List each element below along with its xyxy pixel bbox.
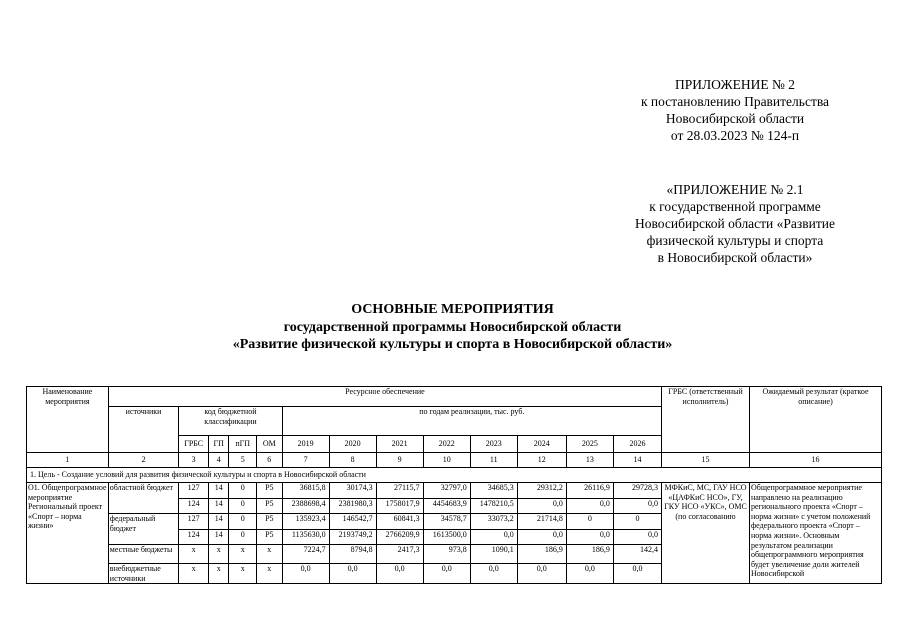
value-cell: 0,0	[613, 564, 661, 584]
executor-cell: МФКиС, МС, ГАУ НСО «ЦАФКиС НСО», ГУ, ГКУ НСО «УКС», ОМС (по согласованию	[662, 483, 750, 584]
code-cell: 14	[208, 483, 228, 499]
value-cell: 973,8	[423, 545, 470, 564]
appendix-header	[590, 76, 880, 144]
appendix-line: в Новосибирской области»	[657, 250, 813, 265]
value-cell: 60841,3	[376, 514, 423, 530]
value-cell: 0,0	[470, 529, 517, 545]
column-number: 15	[662, 453, 750, 468]
header-sources: источники	[108, 407, 179, 453]
header-code-gp: ГП	[208, 436, 228, 453]
value-cell: 30174,3	[329, 483, 376, 499]
value-cell: 33073,2	[470, 514, 517, 530]
value-cell: 29728,3	[613, 483, 661, 499]
value-cell: 1135630,0	[282, 529, 329, 545]
appendix-line: к постановлению Правительства	[640, 94, 830, 109]
header-code-grbs: ГРБС	[179, 436, 209, 453]
code-cell: Р5	[257, 498, 283, 514]
code-cell: х	[179, 564, 209, 584]
value-cell: 186,9	[566, 545, 613, 564]
value-cell: 2193749,2	[329, 529, 376, 545]
value-cell: 0,0	[329, 564, 376, 584]
value-cell: 1478210,5	[470, 498, 517, 514]
table-row	[27, 483, 882, 499]
document-title	[0, 301, 905, 354]
code-cell: 127	[179, 483, 209, 499]
value-cell: 1090,1	[470, 545, 517, 564]
value-cell: 0,0	[517, 529, 566, 545]
value-cell: 0,0	[376, 564, 423, 584]
value-cell: 186,9	[517, 545, 566, 564]
header-year: 2020	[329, 436, 376, 453]
column-number: 11	[470, 453, 517, 468]
code-cell: 124	[179, 498, 209, 514]
source-cell: федеральный бюджет	[108, 514, 179, 545]
header-code-om: ОМ	[257, 436, 283, 453]
code-cell: х	[257, 564, 283, 584]
appendix-line: к государственной программе	[649, 199, 821, 214]
value-cell: 0,0	[282, 564, 329, 584]
event-name: О1. Общепрограммное мероприятие Региональный проект «Спорт – норма жизни»	[27, 483, 109, 584]
header-budget-code: код бюджетной классификации	[179, 407, 282, 436]
value-cell: 26116,9	[566, 483, 613, 499]
value-cell: 0	[566, 514, 613, 530]
column-number: 8	[329, 453, 376, 468]
appendix-line: Новосибирской области	[665, 111, 805, 126]
column-number: 13	[566, 453, 613, 468]
code-cell: х	[229, 545, 257, 564]
code-cell: 124	[179, 529, 209, 545]
appendix-line: физической культуры и спорта	[646, 233, 824, 248]
header-year: 2019	[282, 436, 329, 453]
value-cell: 0,0	[517, 498, 566, 514]
column-number: 9	[376, 453, 423, 468]
column-number: 16	[749, 453, 881, 468]
value-cell: 34578,7	[423, 514, 470, 530]
appendix-line: ПРИЛОЖЕНИЕ № 2	[674, 77, 796, 92]
value-cell: 8794,8	[329, 545, 376, 564]
column-number: 2	[108, 453, 179, 468]
code-cell: х	[257, 545, 283, 564]
header-result: Ожидаемый результат (краткое описание)	[749, 387, 881, 453]
column-number: 5	[229, 453, 257, 468]
value-cell: 1613500,0	[423, 529, 470, 545]
code-cell: 127	[179, 514, 209, 530]
program-appendix-header	[590, 181, 880, 266]
code-cell: х	[229, 564, 257, 584]
header-event-name: Наименование мероприятия	[27, 387, 109, 453]
value-cell: 135923,4	[282, 514, 329, 530]
column-number-row	[27, 453, 882, 468]
column-number: 10	[423, 453, 470, 468]
value-cell: 0,0	[613, 498, 661, 514]
value-cell: 0	[613, 514, 661, 530]
value-cell: 2381980,3	[329, 498, 376, 514]
code-cell: х	[179, 545, 209, 564]
header-year: 2025	[566, 436, 613, 453]
code-cell: Р5	[257, 529, 283, 545]
value-cell: 0,0	[423, 564, 470, 584]
header-row	[27, 387, 882, 407]
value-cell: 32797,0	[423, 483, 470, 499]
value-cell: 2766209,9	[376, 529, 423, 545]
header-by-years: по годам реализации, тыс. руб.	[282, 407, 661, 436]
value-cell: 36815,8	[282, 483, 329, 499]
column-number: 1	[27, 453, 109, 468]
events-table	[26, 386, 882, 584]
value-cell: 0,0	[517, 564, 566, 584]
value-cell: 1758017,9	[376, 498, 423, 514]
code-cell: 14	[208, 514, 228, 530]
header-year: 2023	[470, 436, 517, 453]
title-line: «Развитие физической культуры и спорта в Новосибирской области»	[232, 337, 673, 352]
column-number: 6	[257, 453, 283, 468]
source-cell: внебюджетные источники	[108, 564, 179, 584]
value-cell: 2388698,4	[282, 498, 329, 514]
code-cell: 0	[229, 483, 257, 499]
source-cell: местные бюджеты	[108, 545, 179, 564]
appendix-line: «ПРИЛОЖЕНИЕ № 2.1	[666, 182, 804, 197]
header-year: 2024	[517, 436, 566, 453]
value-cell: 0,0	[613, 529, 661, 545]
code-cell: 0	[229, 529, 257, 545]
code-cell: х	[208, 564, 228, 584]
appendix-line: от 28.03.2023 № 124-п	[670, 128, 800, 143]
source-cell: областной бюджет	[108, 483, 179, 514]
header-resource: Ресурсное обеспечение	[108, 387, 661, 407]
header-year: 2022	[423, 436, 470, 453]
header-code-pgp: пГП	[229, 436, 257, 453]
header-year: 2026	[613, 436, 661, 453]
value-cell: 2417,3	[376, 545, 423, 564]
column-number: 7	[282, 453, 329, 468]
goal-row	[27, 468, 882, 483]
value-cell: 27115,7	[376, 483, 423, 499]
value-cell: 29312,2	[517, 483, 566, 499]
code-cell: Р5	[257, 514, 283, 530]
code-cell: 14	[208, 498, 228, 514]
goal-text: 1. Цель - Создание условий для развития физической культуры и спорта в Новосибирской области	[27, 468, 882, 483]
column-number: 3	[179, 453, 209, 468]
value-cell: 21714,8	[517, 514, 566, 530]
value-cell: 0,0	[470, 564, 517, 584]
title-line: государственной программы Новосибирской области	[283, 319, 622, 335]
column-number: 14	[613, 453, 661, 468]
result-cell: Общепрограммное мероприятие направлено на реализацию регионального проекта «Спорт – норма жизни» с учетом положений федерального проекта «Спорт – норма жизни». Основным результатом реализации общепрограммного мероприятия будет увеличение доли жителей Новосибирской	[749, 483, 881, 584]
title-line: ОСНОВНЫЕ МЕРОПРИЯТИЯ	[351, 302, 554, 317]
value-cell: 34685,3	[470, 483, 517, 499]
value-cell: 0,0	[566, 498, 613, 514]
code-cell: 0	[229, 498, 257, 514]
header-year: 2021	[376, 436, 423, 453]
column-number: 12	[517, 453, 566, 468]
appendix-line: Новосибирской области «Развитие	[635, 216, 835, 231]
value-cell: 0,0	[566, 564, 613, 584]
code-cell: х	[208, 545, 228, 564]
value-cell: 0,0	[566, 529, 613, 545]
value-cell: 146542,7	[329, 514, 376, 530]
header-grbs: ГРБС (ответственный исполнитель)	[662, 387, 750, 453]
code-cell: 14	[208, 529, 228, 545]
value-cell: 142,4	[613, 545, 661, 564]
column-number: 4	[208, 453, 228, 468]
code-cell: Р5	[257, 483, 283, 499]
code-cell: 0	[229, 514, 257, 530]
value-cell: 4454683,9	[423, 498, 470, 514]
value-cell: 7224,7	[282, 545, 329, 564]
